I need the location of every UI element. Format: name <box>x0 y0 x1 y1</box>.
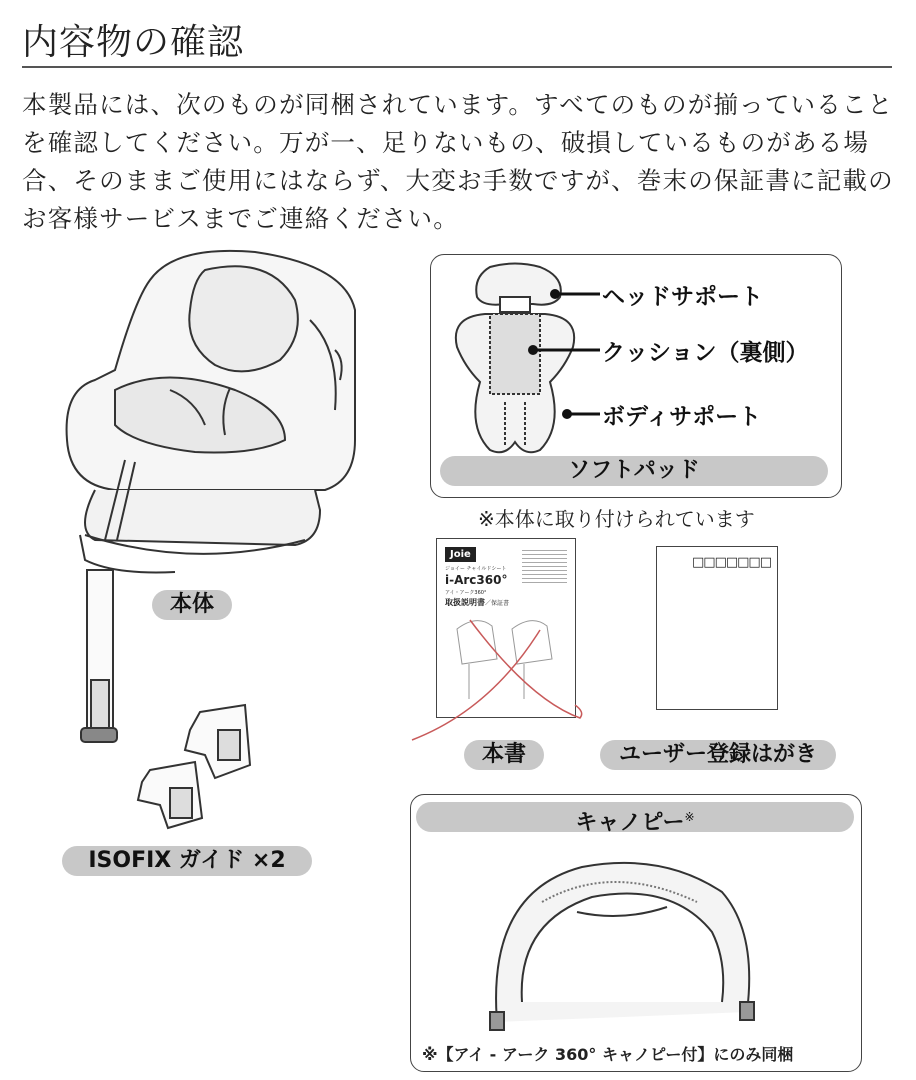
brand-logo: Joie <box>445 547 476 562</box>
canopy-label-text: キャノピー <box>575 810 685 836</box>
registration-postcard <box>656 546 778 710</box>
manual-label: 本書 <box>464 740 544 770</box>
canopy-label-mark: ※ <box>684 810 695 824</box>
canopy-label <box>416 802 854 836</box>
isofix-guide-illustration <box>130 700 270 830</box>
postcard-stamp-boxes: □□□□□□□ <box>692 555 771 570</box>
registration-card-label: ユーザー登録はがき <box>600 740 836 770</box>
isofix-guide-label: ISOFIX ガイド ×2 <box>62 846 312 876</box>
soft-pad-illustration <box>445 262 585 462</box>
manual-model-kana: アイ・アーク360° <box>445 590 487 596</box>
title-divider <box>22 66 892 68</box>
soft-pad-note: ※本体に取り付けられています <box>478 507 755 531</box>
canopy-illustration <box>482 852 762 1032</box>
main-body-label: 本体 <box>152 590 232 620</box>
cushion-label: クッション（裏側） <box>602 340 809 366</box>
manual-doc-subtitle: ／保証書 <box>485 600 510 607</box>
manual-model: i-Arc360° <box>445 573 508 587</box>
head-support-label: ヘッドサポート <box>602 284 763 310</box>
cross-out-mark <box>410 600 590 750</box>
page-title: 内容物の確認 <box>22 22 245 63</box>
canopy-note: ※【アイ - アーク 360° キャノピー付】にのみ同梱 <box>422 1045 794 1064</box>
car-seat-illustration <box>55 240 385 770</box>
manual-kana: ジョイー チャイルドシート <box>445 566 507 572</box>
intro-paragraph: 本製品には、次のものが同梱されています。すべてのものが揃っていることを確認してください。万が一、足りないもの、破損しているものがある場合、そのままご使用にはならず、大変お手数ですが、巻末の保証書に記載のお客様サービスまでご連絡ください。 <box>22 90 894 233</box>
manual-text-lines <box>522 547 567 585</box>
body-support-label: ボディサポート <box>602 404 762 430</box>
manual-doc-title-text: 取扱説明書 <box>445 598 485 607</box>
soft-pad-title: ソフトパッド <box>440 456 828 486</box>
